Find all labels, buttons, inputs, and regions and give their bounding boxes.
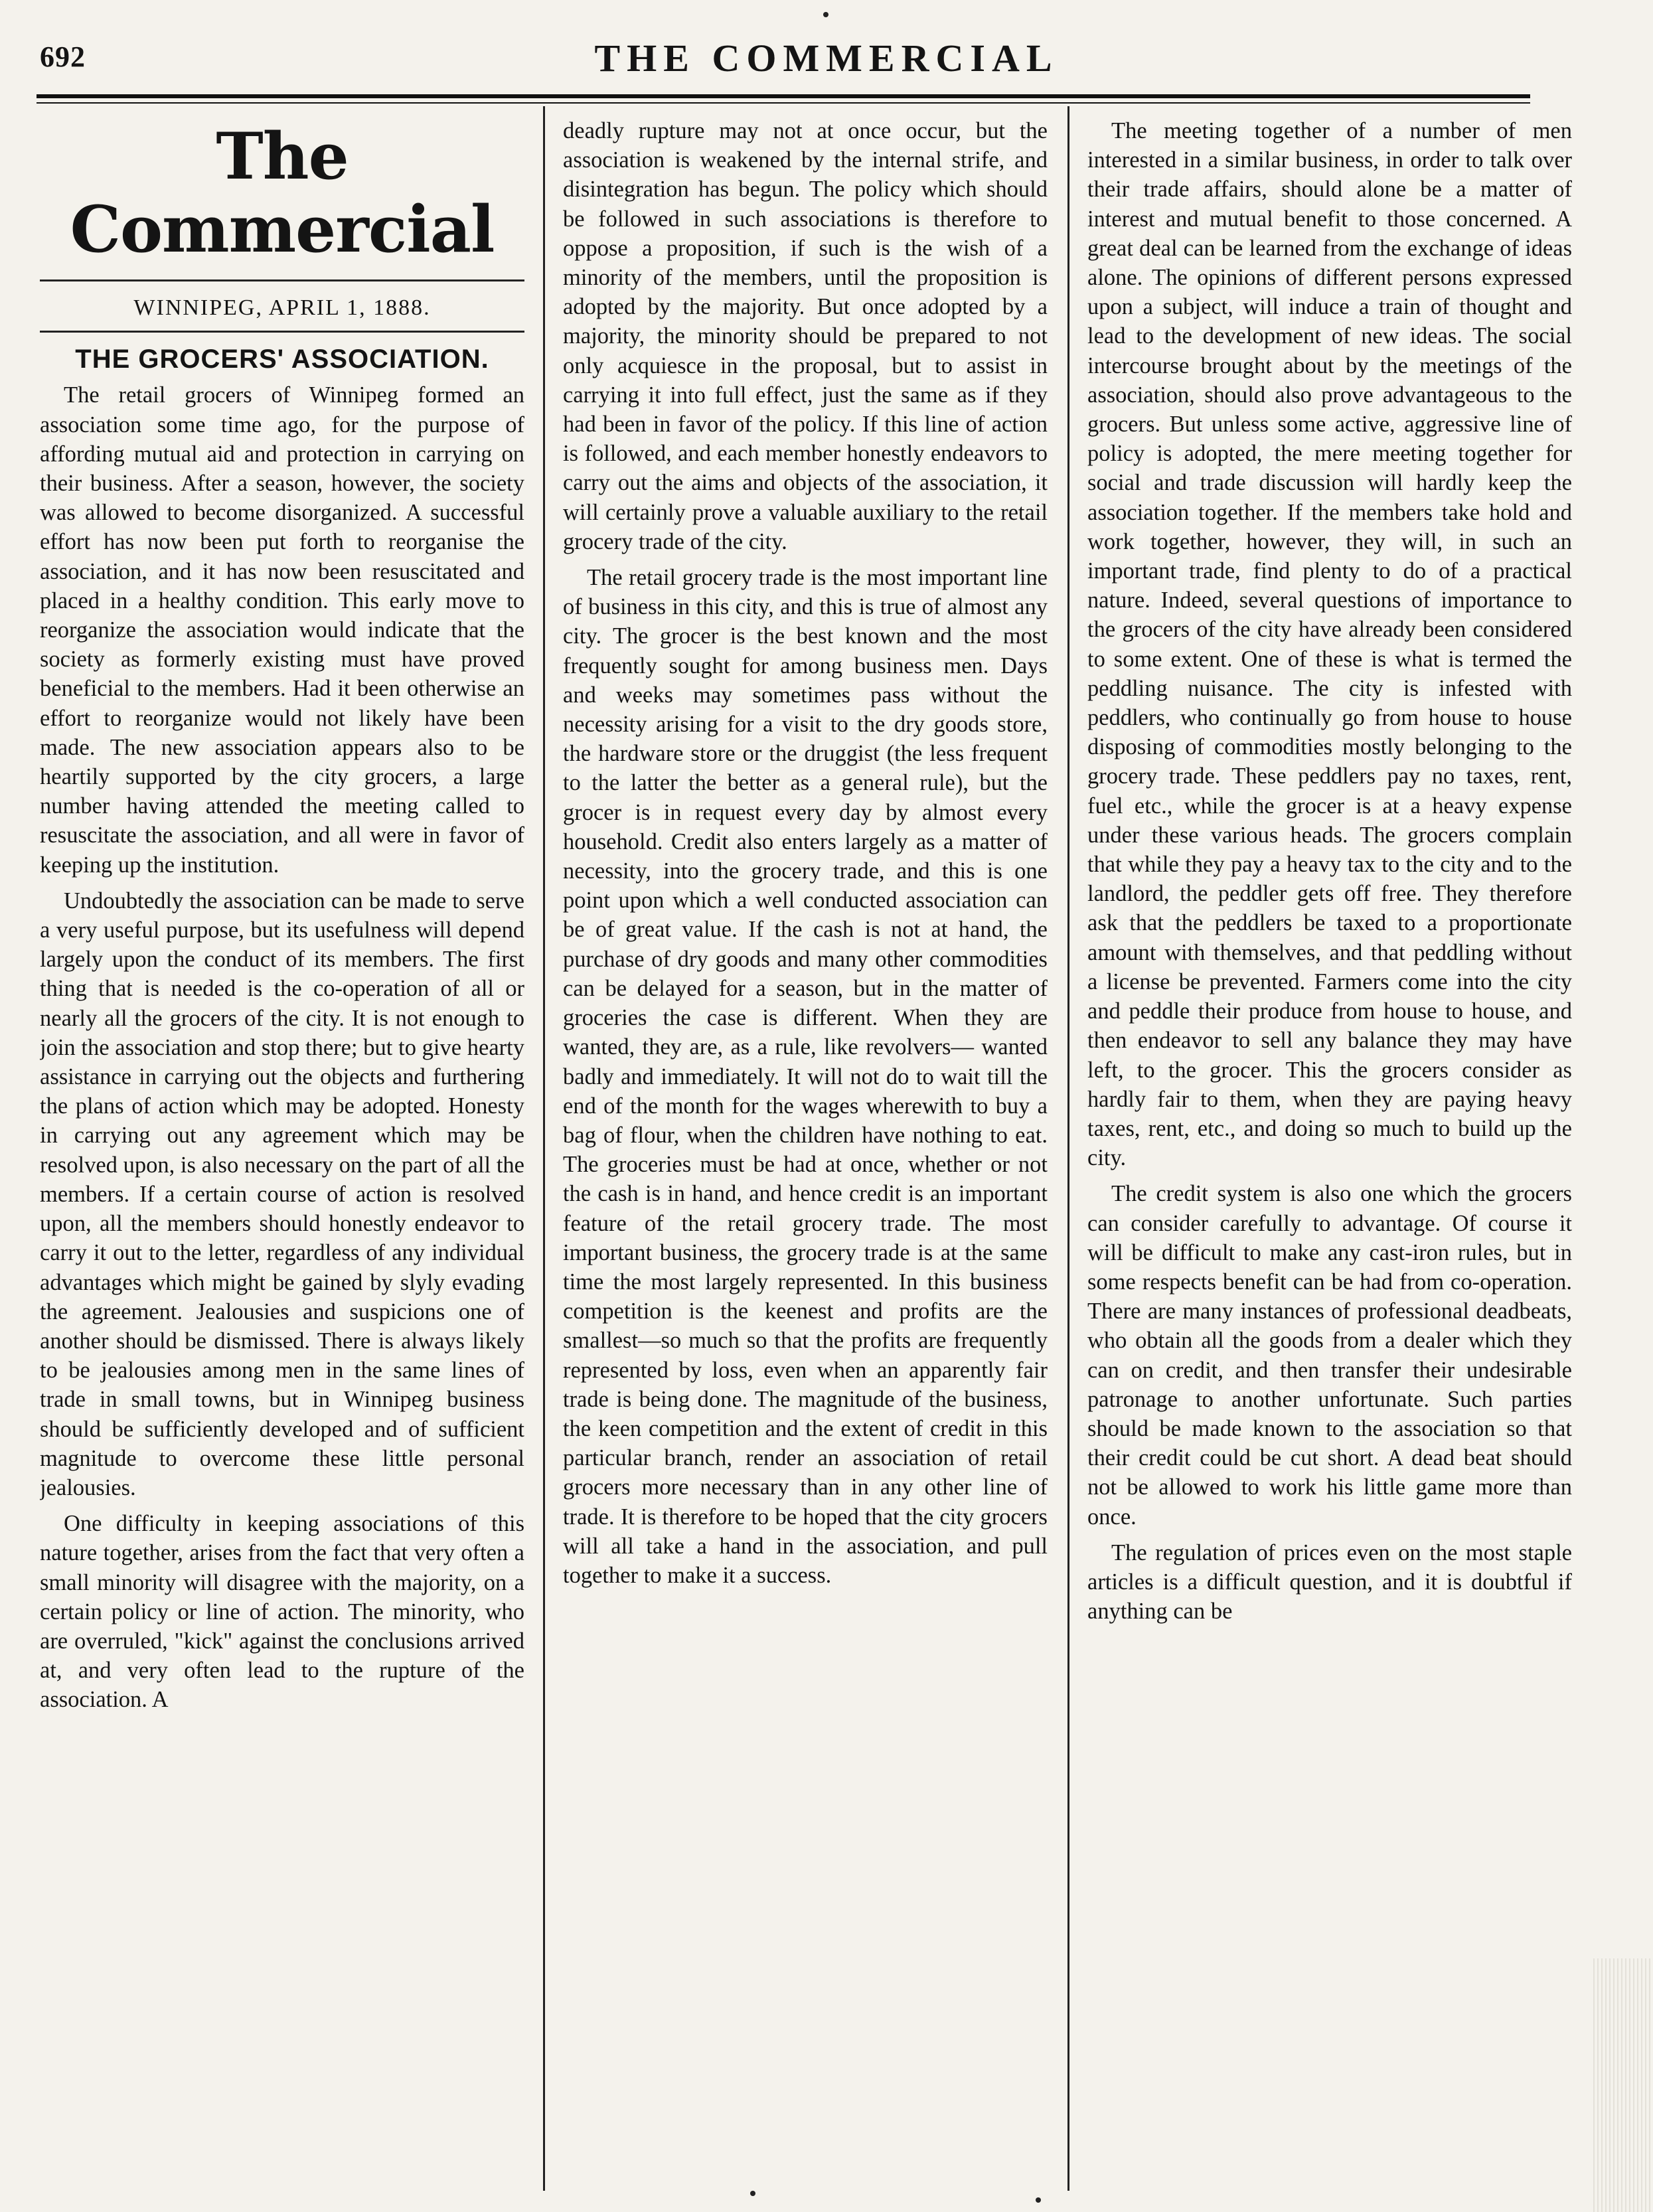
article-paragraph: The credit system is also one which the grocers can consider carefully to advantage. Of course it will be difficult to make any cast-iron rules, but in some respects benefit can be had from co-operation. There are many instances of professional deadbeats, who obtain all the goods from a dealer which they can on credit, and then transfer their undesirable patronage to another unfortunate. Such parties should be made known to the association so that their credit could be cut short. A dead beat should not be allowed to work his little game more than once.: [1087, 1181, 1572, 1530]
article-headline: THE GROCERS' ASSOCIATION.: [75, 345, 489, 374]
header-rule-thin: [37, 102, 1530, 104]
scan-speck: [823, 12, 828, 17]
nameplate-rule: [40, 279, 524, 281]
article-paragraph: One difficulty in keeping associations of this nature together, arises from the fact that very often a small minority will disagree with the majority, on a certain policy or line of action. The minority, who are overruled, "kick" against the conclusions arrived at, and very often lead to the rupture of the association. A: [40, 1511, 524, 1713]
header-rule-thick: [37, 94, 1530, 98]
column-2: [563, 116, 1048, 2194]
column-divider: [1067, 106, 1069, 2191]
scan-speck: [1036, 2197, 1041, 2203]
column-divider: [543, 106, 545, 2191]
dateline: WINNIPEG, APRIL 1, 1888.: [133, 295, 431, 320]
dateline-rule: [40, 331, 524, 333]
article-paragraph: Undoubtedly the association can be made to serve a very useful purpose, but its usefulness will depend largely upon the conduct of its members. The first thing that is needed is the co-operation of all or nearly all the grocers of the city. It is not enough to join the association and stop there; but to give hearty assistance in carrying out the objects and furthering the plans of action which may be adopted. Honesty in carrying out any agreement which may be resolved upon, is also necessary on the part of all the members. If a certain course of action is resolved upon, all the members should honestly endeavor to carry it out to the letter, regardless of any individual advantages which might be gained by slyly evading the agreement. Jealousies and suspicions one of another should be dismissed. There is always likely to be jealousies among men in the same lines of trade in small towns, but in Winnipeg business should be sufficiently developed and of sufficient magnitude to overcome these little personal jealousies.: [40, 888, 524, 1500]
column-1: [40, 116, 524, 2194]
article-paragraph: The meeting together of a number of men interested in a similar business, in order to talk over their trade affairs, should alone be a matter of interest and mutual benefit to those concerned. A great deal can be learned from the exchange of ideas alone. The opinions of different persons expressed upon a subject, will induce a train of thought and lead to the development of new ideas. The social intercourse brought about by the meetings of the association, should also prove advantageous to the grocers. But unless some active, aggressive line of policy is adopted, the mere meeting together for social and trade discussion will hardly keep the association together. If the members take hold and work together, however, they will, in such an important trade, find plenty to do of a practical nature. Indeed, several questions of importance to the grocers of the city have already been considered to some extent. One of these is what is termed the peddling nuisance. The city is infested with peddlers, who continually go from house to house disposing of commodities mostly belonging to the grocery trade. These peddlers pay no taxes, rent, fuel etc., while the grocer is at a heavy expense under these various heads. The grocers complain that while they pay a heavy tax to the city and to the landlord, the peddler gets off free. They therefore ask that the peddlers be taxed to a proportionate amount with themselves, and that peddling without a license be prevented. Farmers come into the city and peddle their produce from house to house, and then endeavor to sell any balance they may have left, to the grocer. This the grocers consider as hardly fair to them, when they are paying heavy taxes, rent, etc., and doing so much to build up the city.: [1087, 118, 1572, 1171]
scan-edge-artifact: [1593, 1958, 1653, 2212]
masthead: THE COMMERCIAL: [594, 37, 1059, 80]
article-paragraph: The regulation of prices even on the most staple articles is a difficult question, and it is doubtful if anything can be: [1087, 1540, 1572, 1624]
article-paragraph: The retail grocery trade is the most important line of business in this city, and this is true of almost any city. The grocer is the best known and the most frequently sought for among business men. Days and weeks may sometimes pass without the necessity arising for a visit to the dry goods store, the hardware store or the druggist (the less frequent to the latter the better as a general rule), but the grocer is in request every day by almost every household. Credit also enters largely as a matter of necessity, into the grocery trade, and this is one point upon which a well conducted association can be of great value. If the cash is not at hand, the purchase of dry goods and many other commodities can be delayed for a season, but in the matter of groceries the case is different. When they are wanted, they are, as a rule, like revolvers— wanted badly and immediately. It will not do to wait till the end of the month for the wages wherewith to buy a bag of flour, when the children have nothing to eat. The groceries must be had at once, whether or not the cash is in hand, and hence credit is an important feature of the retail grocery trade. The most important business, the grocery trade is at the same time the most largely represented. In this business competition is the keenest and profits are the smallest—so much so that the profits are frequently represented by loss, even when an apparently fair trade is being done. The magnitude of the business, the keen competition and the extent of credit in this particular branch, render an association of retail grocers more necessary than in any other line of trade. It is therefore to be hoped that the city grocers will all take a hand in the association, and pull together to make it a success.: [563, 565, 1048, 1588]
column-3: [1087, 116, 1572, 2194]
nameplate-title: The Commercial: [70, 119, 495, 267]
article-paragraph: deadly rupture may not at once occur, but the association is weakened by the internal strife, and disintegration has begun. The policy which should be followed in such associations is therefore to oppose a proposition, if such is the wish of a minority of the members, until the proposition is adopted by the majority. But once adopted by a majority, the minority should be prepared to not only acquiesce in the proposal, but to assist in carrying it into full effect, just the same as if they had been in favor of the policy. If this line of action is followed, and each member honestly endeavors to carry out the aims and objects of the association, it will certainly prove a valuable auxiliary to the retail grocery trade of the city.: [563, 118, 1048, 554]
page-number: 692: [40, 40, 86, 73]
scan-speck: [750, 2191, 755, 2196]
article-paragraph: The retail grocers of Winnipeg formed an association some time ago, for the purpose of affording mutual aid and protection in carrying on their business. After a season, however, the society was allowed to become disorganized. A successful effort has now been put forth to reorganise the association, and it has now been resuscitated and placed in a healthy condition. This early move to reorganize the association would indicate that the society as formerly existing must have proved beneficial to the members. Had it been otherwise an effort to reorganize would not likely have been made. The new association appears also to be heartily supported by the city grocers, a large number having attended the meeting called to resuscitate the association, and all were in favor of keeping up the institution.: [40, 382, 524, 878]
